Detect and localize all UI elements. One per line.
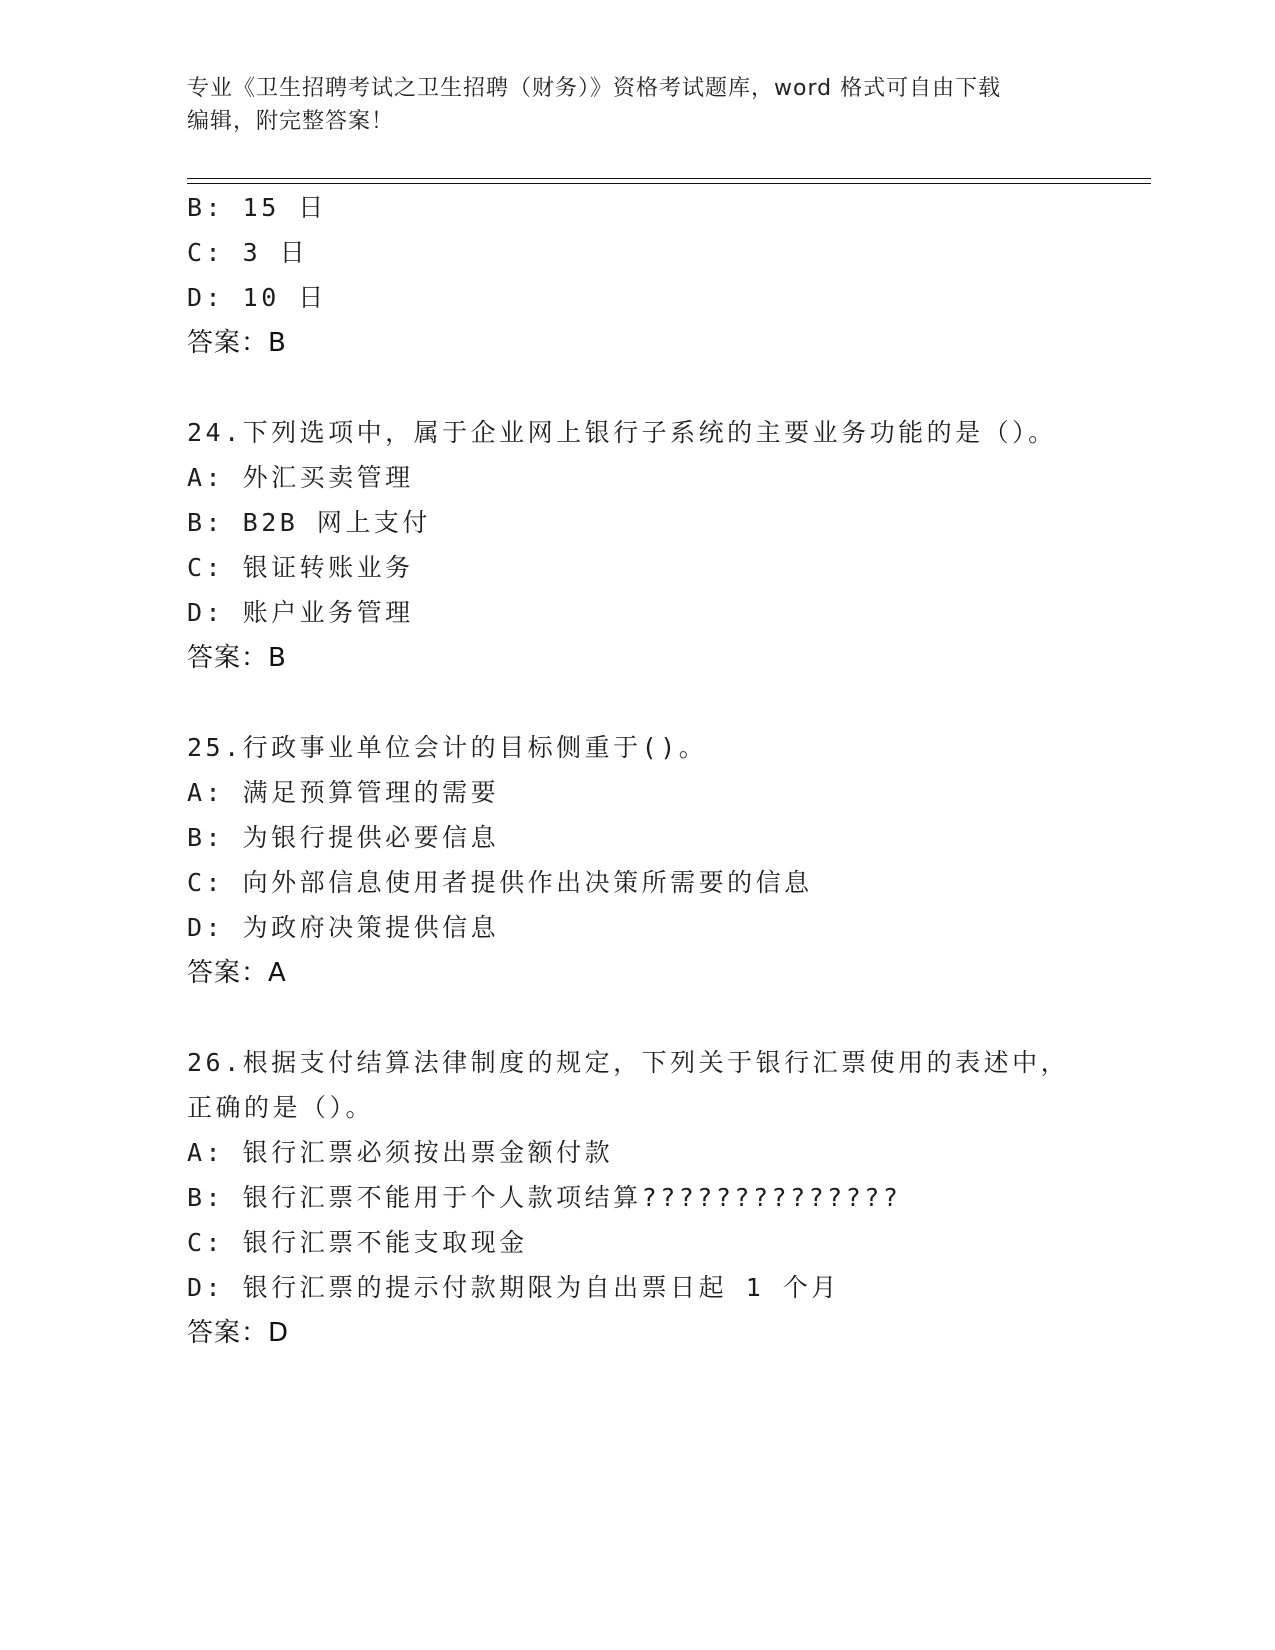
header-line-1: 专业《卫生招聘考试之卫生招聘（财务）》资格考试题库，word 格式可自由下载: [187, 76, 1002, 101]
header-line-2: 编辑，附完整答案！: [187, 109, 395, 134]
header-divider-top: [187, 178, 1151, 179]
question-25-option-a: A: 满足预算管理的需要: [187, 778, 500, 807]
document-header: [187, 72, 1067, 138]
question-25-stem: 25.行政事业单位会计的目标侧重于()。: [187, 733, 708, 762]
question-26-option-b: B: 银行汇票不能用于个人款项结算??????????????: [187, 1183, 902, 1212]
question-26-option-d: D: 银行汇票的提示付款期限为自出票日起 1 个月: [187, 1273, 840, 1302]
question-24-option-a: A: 外汇买卖管理: [187, 463, 414, 492]
question-25-option-b: B: 为银行提供必要信息: [187, 823, 500, 852]
question-26-answer: 答案：D: [187, 1318, 290, 1348]
question-26-stem-line-1: 26.根据支付结算法律制度的规定，下列关于银行汇票使用的表述中，: [187, 1048, 1070, 1077]
question-25-option-c: C: 向外部信息使用者提供作出决策所需要的信息: [187, 868, 813, 897]
prev-option-b: B: 15 日: [187, 193, 327, 222]
header-divider-bottom: [187, 183, 1151, 184]
prev-option-c: C: 3 日: [187, 238, 309, 267]
question-24-option-c: C: 银证转账业务: [187, 553, 414, 582]
question-26-option-a: A: 银行汇票必须按出票金额付款: [187, 1138, 614, 1167]
question-24-answer: 答案：B: [187, 643, 287, 673]
question-26-stem-line-2: 正确的是（）。: [187, 1093, 375, 1122]
prev-answer: 答案：B: [187, 328, 287, 358]
question-24-option-b: B: B2B 网上支付: [187, 508, 431, 537]
question-24-stem: 24.下列选项中，属于企业网上银行子系统的主要业务功能的是（）。: [187, 418, 1057, 447]
question-26-option-c: C: 银行汇票不能支取现金: [187, 1228, 528, 1257]
question-24-option-d: D: 账户业务管理: [187, 598, 414, 627]
question-25-answer: 答案：A: [187, 958, 287, 988]
prev-option-d: D: 10 日: [187, 283, 327, 312]
question-25-option-d: D: 为政府决策提供信息: [187, 913, 500, 942]
